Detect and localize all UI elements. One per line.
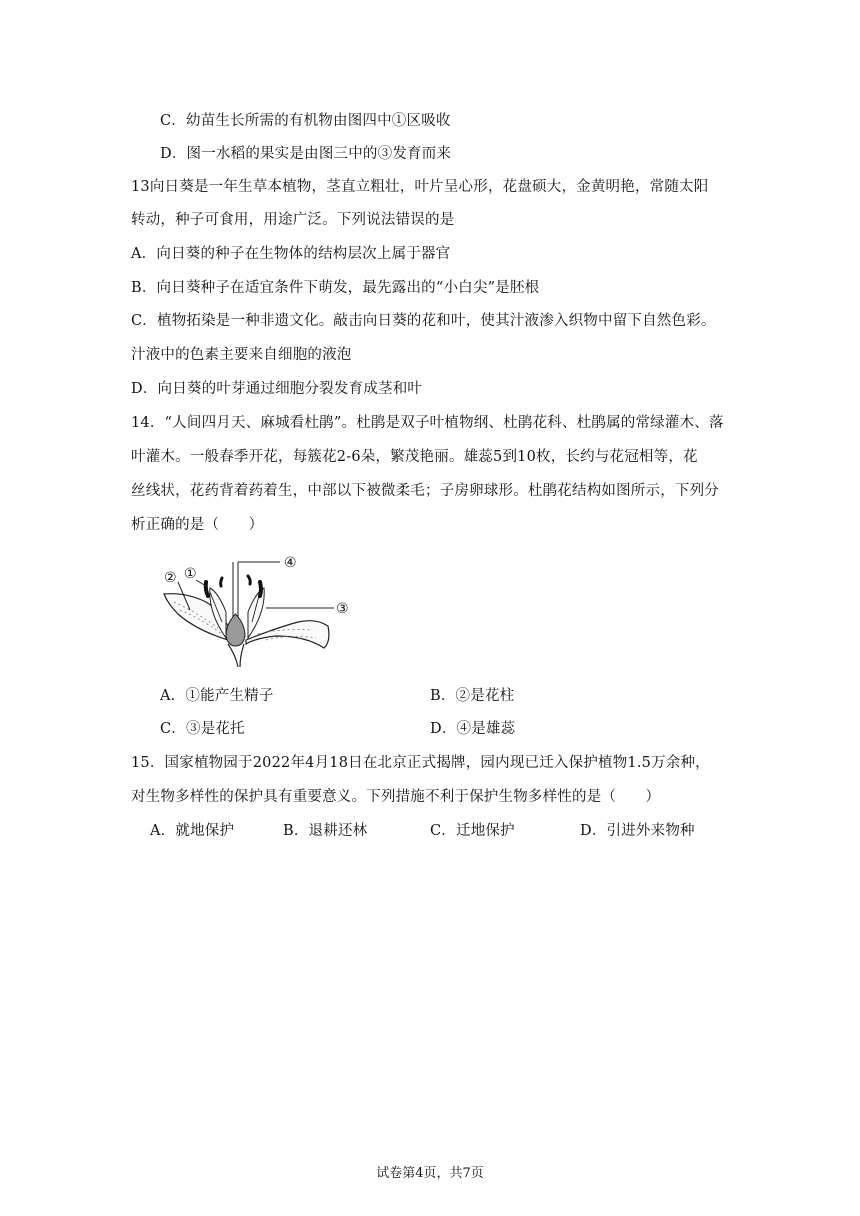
stem-line-right (240, 644, 244, 667)
q15-option-a: A．就地保护 (150, 823, 235, 839)
q15-option-b: B．退耕还林 (283, 823, 368, 839)
q13-option-a: A．向日葵的种子在生物体的结构层次上属于器官 (131, 246, 451, 262)
figure-label-4: ④ (284, 555, 297, 571)
q14-stem-line3: 丝线状，花药背着药着生，中部以下被微柔毛；子房卵球形。杜鹃花结构如图所示，下列分 (131, 483, 719, 499)
ovary (226, 614, 245, 646)
stem-line (228, 644, 238, 667)
figure-label-1: ① (184, 566, 197, 582)
right-petal (246, 621, 329, 648)
figure-label-2: ② (164, 570, 177, 586)
anther-right (260, 582, 261, 596)
anther-inner-left (221, 578, 222, 586)
azalea-flower-diagram (156, 552, 361, 667)
q13-option-c-line1: C．植物拓染是一种非遗文化。敲击向日葵的花和叶，使其汁液渗入织物中留下自然色彩。 (131, 313, 716, 329)
q14-stem-line2: 叶灌木。一般春季开花，每簇花2-6朵，繁茂艳丽。雄蕊5到10枚，长约与花冠相等，花 (131, 449, 698, 465)
q13-stem-line1: 13向日葵是一年生草本植物，茎直立粗壮，叶片呈心形，花盘硕大，金黄明艳，常随太阳 (131, 179, 709, 195)
q13-option-d: D．向日葵的叶芽通过细胞分裂发育成茎和叶 (131, 381, 423, 397)
q14-stem-line4: 析正确的是（ ） (131, 517, 264, 533)
q13-stem-line2: 转动，种子可食用，用途广泛。下列说法错误的是 (131, 212, 455, 228)
q12-option-c: C．幼苗生长所需的有机物由图四中①区吸收 (160, 113, 451, 129)
figure-label-3: ③ (336, 601, 349, 617)
page-footer: 试卷第4页，共7页 (376, 1166, 484, 1181)
q12-option-d: D．图一水稻的果实是由图三中的③发育而来 (160, 146, 452, 162)
q15-option-c: C．迁地保护 (430, 823, 515, 839)
anther-inner (248, 576, 250, 584)
q15-option-d: D．引进外来物种 (580, 823, 695, 839)
q15-stem-line1: 15．国家植物园于2022年4月18日在北京正式揭牌，园内现已迁入保护植物1.5万余种， (131, 755, 710, 771)
q14-option-b: B．②是花柱 (430, 688, 515, 704)
q15-stem-line2: 对生物多样性的保护具有重要意义。下列措施不利于保护生物多样性的是（ ） (131, 789, 661, 805)
q14-stem-line1: 14．“人间四月天、麻城看杜鹃”。杜鹃是双子叶植物纲、杜鹃花科、杜鹃属的常绿灌木、落 (131, 415, 724, 431)
q14-option-a: A．①能产生精子 (160, 688, 274, 704)
q13-option-c-line2: 汁液中的色素主要来自细胞的液泡 (131, 347, 352, 363)
q14-option-c: C．③是花托 (160, 721, 245, 737)
q14-option-d: D．④是雄蕊 (430, 721, 516, 737)
anther (206, 582, 208, 596)
flower-svg (156, 552, 361, 667)
q13-option-b: B．向日葵种子在适宜条件下萌发，最先露出的“小白尖”是胚根 (131, 280, 540, 296)
